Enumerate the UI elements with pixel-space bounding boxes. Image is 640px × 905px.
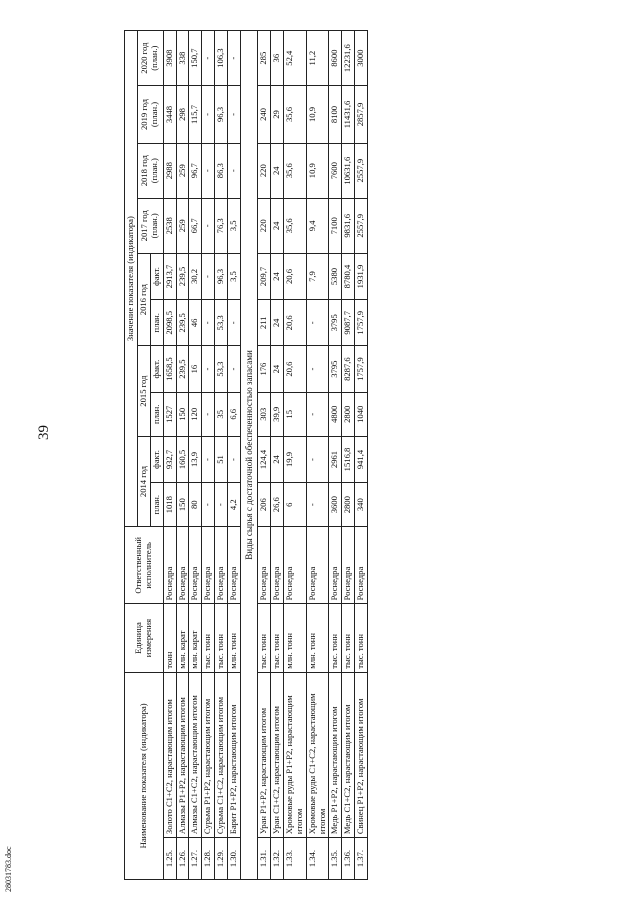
indicator-name: Уран Р1+Р2, нарастающим итогом: [258, 672, 271, 837]
value-cell: 6,6: [228, 392, 241, 436]
header-unit: Единица измерения: [125, 604, 164, 672]
indicator-name: Медь Р1+Р2, нарастающим итогом: [329, 672, 342, 837]
value-cell: 26,6: [271, 483, 284, 527]
indicator-name: Алмазы С1+С2, нарастающим итогом: [189, 672, 202, 837]
row-number: 1.37.: [355, 838, 368, 880]
table-row: [271, 31, 284, 880]
value-cell: 239,5: [176, 346, 189, 392]
value-cell: -: [306, 346, 329, 392]
indicator-name: Уран С1+С2, нарастающим итогом: [271, 672, 284, 837]
value-cell: 76,3: [215, 198, 228, 253]
value-cell: 15: [283, 392, 306, 436]
table-row: [342, 31, 355, 880]
table-row: [189, 31, 202, 880]
table-row: [283, 31, 306, 880]
value-cell: 35: [215, 392, 228, 436]
header-2016: 2016 год: [137, 253, 150, 346]
value-cell: 24: [271, 300, 284, 346]
value-cell: 338: [176, 31, 189, 86]
value-cell: 86,3: [215, 143, 228, 198]
value-cell: 9087,7: [342, 300, 355, 346]
value-cell: 8287,6: [342, 346, 355, 392]
value-cell: -: [202, 253, 215, 299]
header-2020: 2020 год (план.): [137, 31, 163, 86]
value-cell: 209,7: [258, 253, 271, 299]
value-cell: 35,6: [283, 143, 306, 198]
header-plan: план.: [150, 392, 163, 436]
executor-cell: Роснедра: [215, 527, 228, 604]
value-cell: 176: [258, 346, 271, 392]
value-cell: 3795: [329, 300, 342, 346]
value-cell: 30,2: [189, 253, 202, 299]
header-2018: 2018 год (план.): [137, 143, 163, 198]
value-cell: 2800: [342, 392, 355, 436]
header-executor: Ответственный исполнитель: [125, 527, 164, 604]
value-cell: -: [202, 483, 215, 527]
value-cell: -: [228, 31, 241, 86]
value-cell: 2988: [163, 143, 176, 198]
row-number: 1.25.: [163, 838, 176, 880]
value-cell: 7,9: [306, 253, 329, 299]
value-cell: -: [202, 436, 215, 482]
indicator-name: Сурьма Р1+Р2, нарастающим итогом: [202, 672, 215, 837]
header-2014: 2014 год: [137, 436, 150, 526]
row-number: 1.27.: [189, 838, 202, 880]
table-row: [258, 31, 271, 880]
executor-cell: Роснедра: [189, 527, 202, 604]
value-cell: 12231,6: [342, 31, 355, 86]
executor-cell: Роснедра: [176, 527, 189, 604]
value-cell: 2538: [163, 198, 176, 253]
value-cell: 10,9: [306, 143, 329, 198]
value-cell: 298: [176, 86, 189, 143]
executor-cell: Роснедра: [202, 527, 215, 604]
unit-cell: тыс. тонн: [258, 604, 271, 672]
value-cell: 7100: [329, 198, 342, 253]
header-fact: факт.: [150, 253, 163, 299]
value-cell: 1757,9: [355, 346, 368, 392]
value-cell: 124,4: [258, 436, 271, 482]
value-cell: -: [228, 300, 241, 346]
value-cell: -: [215, 483, 228, 527]
header-2015: 2015 год: [137, 346, 150, 436]
value-cell: 150: [176, 483, 189, 527]
value-cell: 20,6: [283, 253, 306, 299]
value-cell: 6: [283, 483, 306, 527]
header-values: Значение показателя (индикатора): [125, 31, 138, 527]
value-cell: 340: [355, 483, 368, 527]
value-cell: 24: [271, 143, 284, 198]
value-cell: 13,9: [189, 436, 202, 482]
value-cell: 4,2: [228, 483, 241, 527]
value-cell: 3908: [163, 31, 176, 86]
unit-cell: тонн: [163, 604, 176, 672]
value-cell: 1018: [163, 483, 176, 527]
value-cell: 150: [176, 392, 189, 436]
indicator-name: Хромовые руды С1+С2, нарастающим итогом: [306, 672, 329, 837]
header-indicator-name: Наименование показателя (индикатора): [125, 672, 164, 879]
value-cell: 5380: [329, 253, 342, 299]
value-cell: 9,4: [306, 198, 329, 253]
header-plan: план.: [150, 483, 163, 527]
value-cell: 106,3: [215, 31, 228, 86]
value-cell: 19,9: [283, 436, 306, 482]
unit-cell: млн. карат: [189, 604, 202, 672]
value-cell: 120: [189, 392, 202, 436]
value-cell: 8600: [329, 31, 342, 86]
value-cell: 16: [189, 346, 202, 392]
executor-cell: Роснедра: [228, 527, 241, 604]
value-cell: 1527: [163, 392, 176, 436]
page-number: 39: [36, 425, 52, 440]
row-number: 1.30.: [228, 838, 241, 880]
value-cell: -: [228, 86, 241, 143]
unit-cell: млн. тонн: [306, 604, 329, 672]
value-cell: 239,5: [176, 300, 189, 346]
executor-cell: Роснедра: [271, 527, 284, 604]
value-cell: 24: [271, 198, 284, 253]
value-cell: 24: [271, 436, 284, 482]
value-cell: 53,3: [215, 346, 228, 392]
value-cell: 2557,9: [355, 143, 368, 198]
value-cell: -: [202, 198, 215, 253]
value-cell: -: [202, 31, 215, 86]
value-cell: 240: [258, 86, 271, 143]
value-cell: 8780,4: [342, 253, 355, 299]
value-cell: 11,2: [306, 31, 329, 86]
row-number: 1.28.: [202, 838, 215, 880]
row-number: 1.36.: [342, 838, 355, 880]
doc-filename: 28031783.doc: [4, 846, 13, 892]
value-cell: -: [228, 143, 241, 198]
value-cell: 1658,5: [163, 346, 176, 392]
indicator-name: Золото С1+С2, нарастающим итогом: [163, 672, 176, 837]
value-cell: 2557,9: [355, 198, 368, 253]
value-cell: 11431,6: [342, 86, 355, 143]
value-cell: 96,3: [215, 253, 228, 299]
table-row: [215, 31, 228, 880]
unit-cell: млн. карат: [176, 604, 189, 672]
value-cell: 9831,6: [342, 198, 355, 253]
table-row: [306, 31, 329, 880]
rotated-table-container: [124, 30, 606, 880]
value-cell: 96,3: [215, 86, 228, 143]
value-cell: -: [202, 86, 215, 143]
value-cell: 259: [176, 143, 189, 198]
value-cell: -: [228, 436, 241, 482]
executor-cell: Роснедра: [283, 527, 306, 604]
row-number: 1.29.: [215, 838, 228, 880]
value-cell: 29: [271, 86, 284, 143]
executor-cell: Роснедра: [329, 527, 342, 604]
value-cell: 35,6: [283, 86, 306, 143]
header-fact: факт.: [150, 346, 163, 392]
unit-cell: тыс. тонн: [202, 604, 215, 672]
value-cell: 66,7: [189, 198, 202, 253]
value-cell: 941,4: [355, 436, 368, 482]
value-cell: -: [202, 392, 215, 436]
value-cell: -: [306, 300, 329, 346]
header-2019: 2019 год (план.): [137, 86, 163, 143]
value-cell: 96,7: [189, 143, 202, 198]
value-cell: 259: [176, 198, 189, 253]
value-cell: -: [202, 300, 215, 346]
value-cell: 932,7: [163, 436, 176, 482]
unit-cell: млн. тонн: [283, 604, 306, 672]
value-cell: 36: [271, 31, 284, 86]
row-number: 1.34.: [306, 838, 329, 880]
indicator-name: Барит Р1+Р2, нарастающим итогом: [228, 672, 241, 837]
value-cell: 2098,5: [163, 300, 176, 346]
value-cell: 211: [258, 300, 271, 346]
table-row: [228, 31, 241, 880]
value-cell: 35,6: [283, 198, 306, 253]
value-cell: 239,5: [176, 253, 189, 299]
table-row: [163, 31, 176, 880]
row-number: 1.33.: [283, 838, 306, 880]
value-cell: 46: [189, 300, 202, 346]
row-number: 1.31.: [258, 838, 271, 880]
value-cell: -: [228, 346, 241, 392]
table-row: [202, 31, 215, 880]
value-cell: 1757,9: [355, 300, 368, 346]
value-cell: 20,6: [283, 300, 306, 346]
value-cell: 39,9: [271, 392, 284, 436]
value-cell: 52,4: [283, 31, 306, 86]
table-row: [329, 31, 342, 880]
unit-cell: тыс. тонн: [342, 604, 355, 672]
row-number: 1.32.: [271, 838, 284, 880]
indicator-name: Сурьма С1+С2, нарастающим итогом: [215, 672, 228, 837]
value-cell: -: [306, 436, 329, 482]
value-cell: -: [306, 392, 329, 436]
value-cell: 51: [215, 436, 228, 482]
unit-cell: тыс. тонн: [215, 604, 228, 672]
table-body: [163, 31, 367, 880]
executor-cell: Роснедра: [258, 527, 271, 604]
indicator-name: Алмазы Р1+Р2, нарастающим итогом: [176, 672, 189, 837]
value-cell: -: [202, 143, 215, 198]
value-cell: 3600: [329, 483, 342, 527]
indicator-name: Хромовые руды Р1+Р2, нарастающим итогом: [283, 672, 306, 837]
executor-cell: Роснедра: [306, 527, 329, 604]
value-cell: 1040: [355, 392, 368, 436]
value-cell: 7600: [329, 143, 342, 198]
value-cell: 3000: [355, 31, 368, 86]
value-cell: 10,9: [306, 86, 329, 143]
value-cell: -: [306, 483, 329, 527]
value-cell: 1931,9: [355, 253, 368, 299]
value-cell: 2961: [329, 436, 342, 482]
value-cell: 303: [258, 392, 271, 436]
header-plan: план.: [150, 300, 163, 346]
section-title: Виды сырья с достаточной обеспеченностью запасами: [240, 31, 257, 880]
executor-cell: Роснедра: [163, 527, 176, 604]
value-cell: 4800: [329, 392, 342, 436]
value-cell: 3795: [329, 346, 342, 392]
value-cell: 3,5: [228, 253, 241, 299]
value-cell: 3,5: [228, 198, 241, 253]
executor-cell: Роснедра: [342, 527, 355, 604]
table-header: [125, 31, 164, 880]
row-number: 1.35.: [329, 838, 342, 880]
header-fact: факт.: [150, 436, 163, 482]
value-cell: 220: [258, 143, 271, 198]
unit-cell: тыс. тонн: [271, 604, 284, 672]
value-cell: 2913,7: [163, 253, 176, 299]
table-row: [355, 31, 368, 880]
unit-cell: тыс. тонн: [355, 604, 368, 672]
unit-cell: млн. тонн: [228, 604, 241, 672]
unit-cell: тыс. тонн: [329, 604, 342, 672]
indicators-table: [124, 30, 368, 880]
value-cell: 53,3: [215, 300, 228, 346]
value-cell: 10631,6: [342, 143, 355, 198]
indicator-name: Медь С1+С2, нарастающим итогом: [342, 672, 355, 837]
value-cell: 24: [271, 253, 284, 299]
value-cell: 150,7: [189, 31, 202, 86]
value-cell: 206: [258, 483, 271, 527]
value-cell: -: [202, 346, 215, 392]
value-cell: 2857,9: [355, 86, 368, 143]
indicator-name: Свинец Р1+Р2, нарастающим итогом: [355, 672, 368, 837]
section-row: [240, 31, 257, 880]
value-cell: 220: [258, 198, 271, 253]
value-cell: 1516,8: [342, 436, 355, 482]
value-cell: 8100: [329, 86, 342, 143]
value-cell: 3448: [163, 86, 176, 143]
value-cell: 160,5: [176, 436, 189, 482]
table-row: [176, 31, 189, 880]
value-cell: 20,6: [283, 346, 306, 392]
value-cell: 115,7: [189, 86, 202, 143]
row-number: 1.26.: [176, 838, 189, 880]
value-cell: 2800: [342, 483, 355, 527]
value-cell: 80: [189, 483, 202, 527]
value-cell: 285: [258, 31, 271, 86]
value-cell: 24: [271, 346, 284, 392]
executor-cell: Роснедра: [355, 527, 368, 604]
header-2017: 2017 год (план.): [137, 198, 163, 253]
